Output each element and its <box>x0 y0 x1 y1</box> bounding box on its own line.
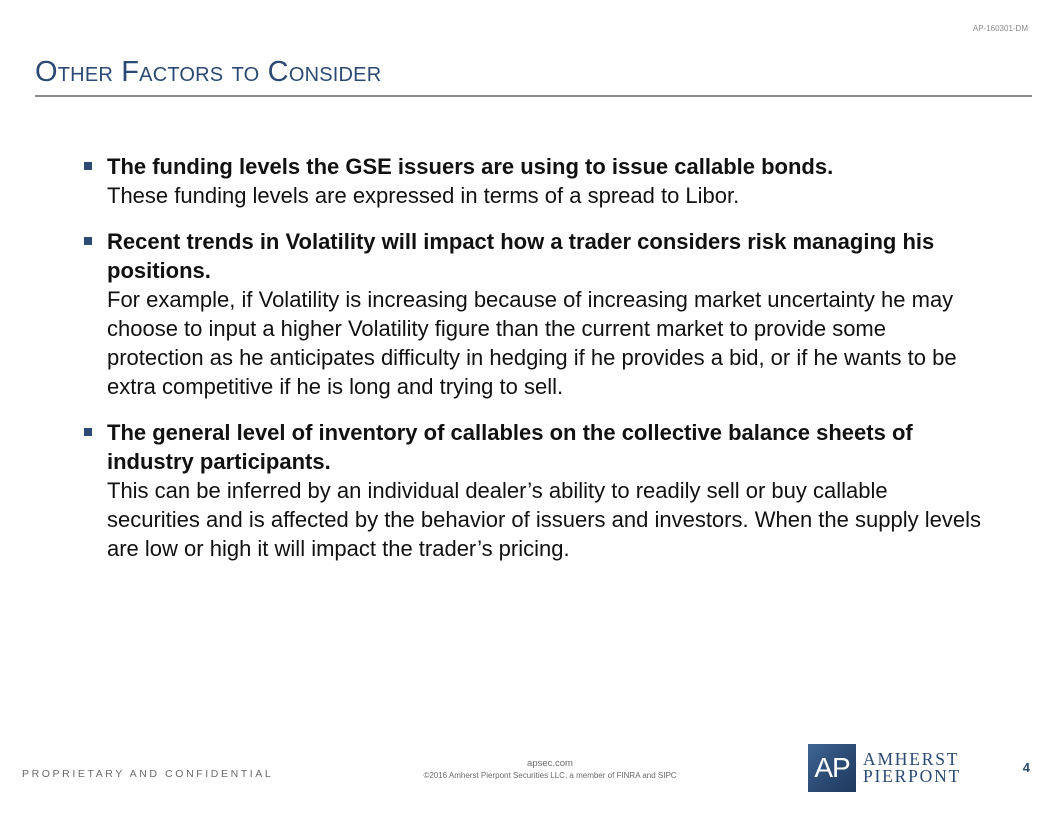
logo-wordmark-line-2: PIERPONT <box>863 766 962 786</box>
bullet-item-inventory-level <box>82 418 982 563</box>
page-title: Other Factors to Consider <box>35 56 382 88</box>
bullet-list <box>82 152 982 580</box>
logo-wordmark <box>863 751 961 785</box>
square-bullet-icon <box>84 237 92 245</box>
footer-website-link[interactable]: apsec.com <box>527 758 573 769</box>
title-divider <box>35 95 1032 97</box>
page-number: 4 <box>1022 760 1030 775</box>
confidentiality-notice: PROPRIETARY AND CONFIDENTIAL <box>22 768 274 780</box>
bullet-heading: The general level of inventory of callables on the collective balance sheets of industry participants. <box>107 420 913 474</box>
bullet-detail: For example, if Volatility is increasing because of increasing market uncertainty he may choose to input a higher Volatility figure than the current market to provide some protection as he anticipates difficulty in hedging if he provides a bid, or if he wants to be extra competitive if he is long and trying to sell. <box>107 287 957 399</box>
company-logo <box>808 744 961 792</box>
bullet-item-volatility-trends <box>82 227 982 401</box>
bullet-heading: The funding levels the GSE issuers are using to issue callable bonds. <box>107 154 834 179</box>
bullet-detail: These funding levels are expressed in terms of a spread to Libor. <box>107 183 740 208</box>
footer-copyright: ©2016 Amherst Pierpont Securities LLC, a member of FINRA and SIPC <box>423 771 677 780</box>
logo-mark: AP <box>808 744 856 792</box>
square-bullet-icon <box>84 162 92 170</box>
footer-center <box>380 758 720 782</box>
bullet-heading: Recent trends in Volatility will impact how a trader considers risk managing his positions. <box>107 229 935 283</box>
bullet-detail: This can be inferred by an individual dealer’s ability to readily sell or buy callable securities and is affected by the behavior of issuers and investors. When the supply levels are low or high it will impact the trader’s pricing. <box>107 478 981 561</box>
logo-wordmark-line-1: AMHERST <box>863 749 960 769</box>
square-bullet-icon <box>84 428 92 436</box>
document-code: AP-160301-DM <box>972 24 1028 33</box>
bullet-item-funding-levels <box>82 152 982 210</box>
